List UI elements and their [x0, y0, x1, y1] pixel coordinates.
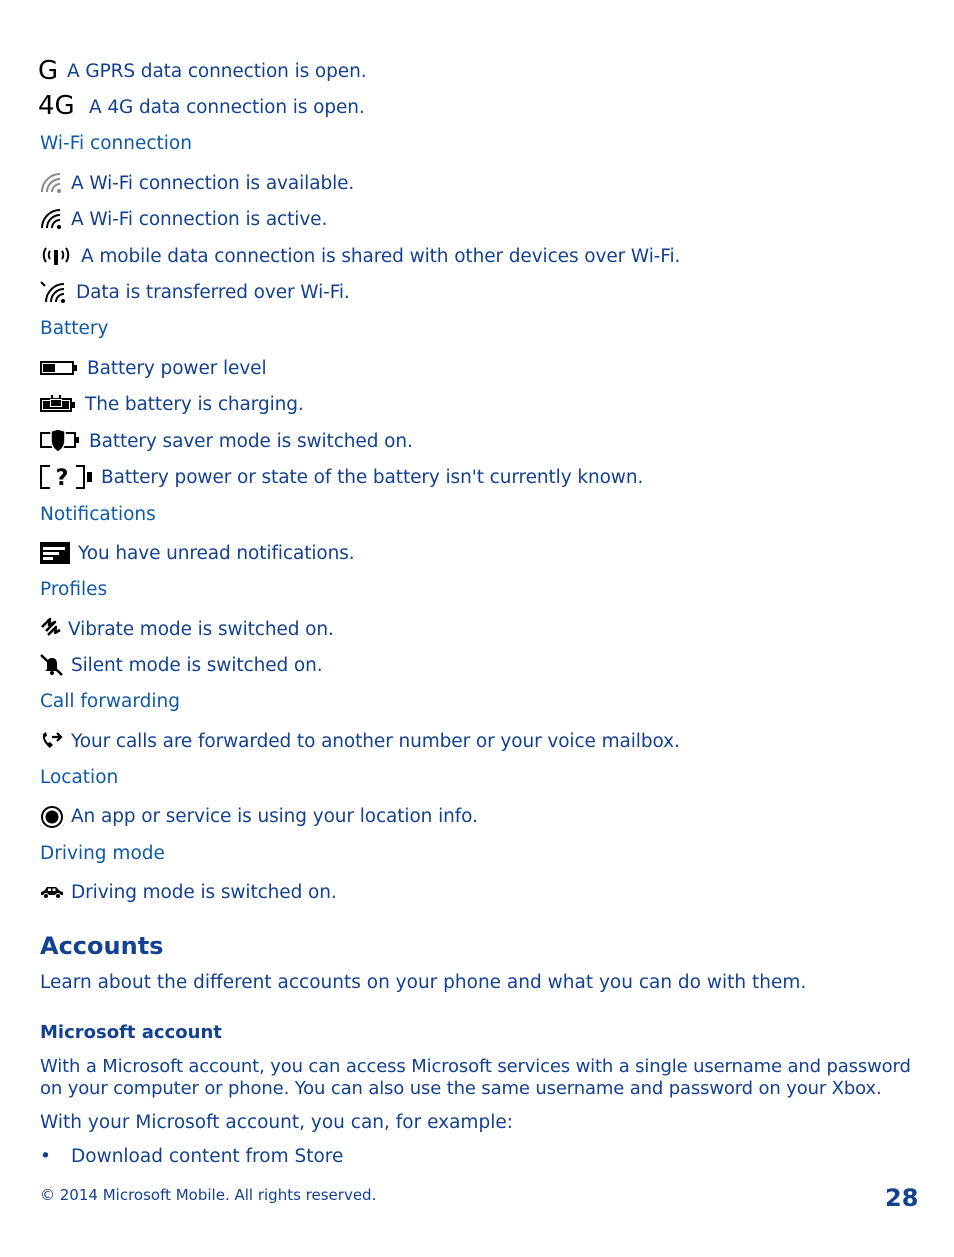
- accounts-intro: Learn about the different accounts on your phone and what you can do with them.: [40, 972, 807, 993]
- status-row-text: Vibrate mode is switched on.: [68, 619, 334, 640]
- section-heading-driving: Driving mode: [40, 843, 165, 864]
- microsoft-account-para-line1: With a Microsoft account, you can access Microsoft services with a single username and password: [40, 1056, 911, 1077]
- internet-sharing-icon: [40, 245, 72, 267]
- status-row-text: A Wi-Fi connection is available.: [71, 173, 355, 194]
- list-item-text: Download content from Store: [71, 1146, 344, 1167]
- wifi-transfer-icon: [40, 280, 68, 304]
- 4g-icon: 4G: [38, 91, 75, 121]
- section-heading-location: Location: [40, 767, 119, 788]
- status-row-text: Battery saver mode is switched on.: [89, 431, 413, 452]
- status-row-text: Silent mode is switched on.: [71, 655, 323, 676]
- car-icon: [40, 885, 64, 899]
- svg-text:?: ?: [55, 466, 69, 489]
- status-row-text: A 4G data connection is open.: [89, 97, 365, 118]
- battery-saver-icon: [40, 429, 82, 453]
- microsoft-account-title: Microsoft account: [40, 1022, 222, 1043]
- section-heading-profiles: Profiles: [40, 579, 108, 600]
- status-row-text: Driving mode is switched on.: [71, 882, 337, 903]
- gprs-icon: G: [38, 56, 59, 86]
- status-row-text: Battery power level: [87, 358, 267, 379]
- section-heading-battery: Battery: [40, 318, 109, 339]
- vibrate-icon: [40, 617, 62, 639]
- section-heading-notifications: Notifications: [40, 504, 156, 525]
- section-heading-call-forwarding: Call forwarding: [40, 691, 180, 712]
- page-number: 28: [885, 1184, 919, 1212]
- silent-icon: [40, 654, 64, 676]
- microsoft-account-para-line2: on your computer or phone. You can also use the same username and password on your Xbox.: [40, 1078, 882, 1099]
- battery-unknown-icon: [40, 465, 94, 489]
- bullet-mark: •: [40, 1146, 51, 1167]
- footer-copyright: © 2014 Microsoft Mobile. All rights reserved.: [40, 1186, 377, 1204]
- status-row-text: Your calls are forwarded to another number or your voice mailbox.: [71, 731, 680, 752]
- microsoft-account-para2: With your Microsoft account, you can, for example:: [40, 1112, 513, 1133]
- call-forward-icon: [40, 730, 64, 752]
- status-row-text: Battery power or state of the battery isn't currently known.: [101, 467, 644, 488]
- wifi-available-icon: [40, 172, 64, 194]
- battery-charging-icon: [40, 394, 76, 414]
- notifications-icon: [40, 542, 70, 564]
- location-icon: [40, 805, 64, 829]
- status-row-text: Data is transferred over Wi-Fi.: [76, 282, 350, 303]
- accounts-title: Accounts: [40, 932, 164, 960]
- status-row-text: A Wi-Fi connection is active.: [71, 209, 328, 230]
- wifi-active-icon: [40, 208, 64, 230]
- status-row-text: An app or service is using your location info.: [71, 806, 478, 827]
- battery-level-icon: [40, 361, 78, 375]
- status-row-text: A mobile data connection is shared with other devices over Wi-Fi.: [81, 246, 681, 267]
- status-row-text: The battery is charging.: [85, 394, 304, 415]
- status-row-text: A GPRS data connection is open.: [67, 61, 367, 82]
- status-row-text: You have unread notifications.: [78, 543, 355, 564]
- section-heading-wifi: Wi-Fi connection: [40, 133, 192, 154]
